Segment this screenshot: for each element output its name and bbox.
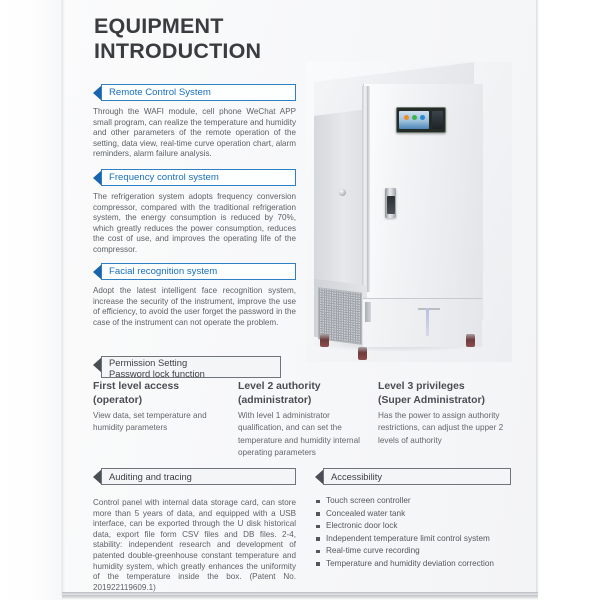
base-water-tank-strip bbox=[426, 308, 429, 336]
feature-body: The refrigeration system adopts frequency conversion compressor, compared with the traditional refrigeration system, the energy consumption is reduced by 70%, which greatly reduces the power consumption, reduces the cost of use, and improves the operating life of the compressor. bbox=[93, 192, 296, 254]
permission-level-1 bbox=[93, 380, 229, 435]
feature-heading: Remote Control System bbox=[109, 87, 211, 98]
permission-heading-line1: Permission Setting bbox=[109, 357, 188, 368]
feature-body: Adopt the latest intelligent face recognition system, increase the security of the instrument, improve the use of efficiency, to avoid the user forget the password in the case of the instrument can not operate the problem. bbox=[93, 286, 296, 327]
list-item: Temperature and humidity deviation correction bbox=[315, 558, 511, 571]
feature-body: Through the WAFI module, cell phone WeChat APP small program, can realize the temperature and humidity and other parameters of the remote operation of the setting, data view, real-time curve operation chart, alarm reminders, alarm failure analysis. bbox=[93, 107, 296, 159]
product-photo bbox=[306, 62, 512, 362]
permission-header bbox=[93, 356, 281, 380]
list-item: Concealed water tank bbox=[315, 508, 511, 521]
feature-header bbox=[93, 84, 296, 102]
permission-level-body: Has the power to assign authority restrictions, can adjust the upper 2 levels of authority bbox=[378, 411, 504, 445]
feature-header bbox=[93, 263, 296, 281]
base-drawer-handle bbox=[418, 308, 440, 310]
screen-dot-1-icon bbox=[404, 115, 409, 120]
face-recognition-camera-icon bbox=[432, 111, 443, 129]
electronic-door-lock bbox=[385, 188, 396, 218]
screen-dot-3-icon bbox=[420, 115, 425, 120]
accessibility-heading: Accessibility bbox=[331, 471, 383, 482]
page-title-line2: INTRODUCTION bbox=[94, 39, 262, 63]
page-title-line1: EQUIPMENT bbox=[94, 14, 224, 38]
permission-level-title bbox=[378, 380, 513, 407]
feature-heading: Facial recognition system bbox=[109, 266, 218, 277]
permission-level-title-line2: (administrator) bbox=[238, 394, 312, 406]
permission-level-title bbox=[93, 380, 229, 407]
accessibility-panel bbox=[315, 468, 511, 571]
auditing-body: Control panel with internal data storage card, can store more than 5 years of data, and equipped with a USB interface, can be exported through the U disk historical data, export file form CSV files and DB files. 2-4, stability: independent research and development of patented double-greenhouse constant temperature and humidity system, which greatly enhances the uniformity of the temperature inside the box. (Patent No. 201922119609.1) bbox=[93, 498, 296, 592]
screen-dot-2-icon bbox=[412, 115, 417, 120]
accessibility-header bbox=[315, 468, 511, 486]
feature-heading: Frequency control system bbox=[109, 172, 219, 183]
base-front-panel bbox=[363, 298, 482, 347]
touch-screen-panel bbox=[396, 107, 446, 133]
feature-remote-control bbox=[93, 84, 296, 160]
auditing-header bbox=[93, 468, 296, 486]
caster-wheel bbox=[320, 334, 329, 347]
caster-wheel bbox=[358, 347, 367, 360]
permission-level-body: View data, set temperature and humidity parameters bbox=[93, 411, 207, 433]
feature-frequency-control bbox=[93, 169, 296, 256]
feature-header bbox=[93, 169, 296, 187]
list-item: Electronic door lock bbox=[315, 520, 511, 533]
permission-level-body: With level 1 administrator qualification, and can set the temperature and humidity internal operating parameters bbox=[238, 411, 360, 458]
right-margin bbox=[538, 0, 600, 600]
cabinet-door-gap bbox=[367, 86, 370, 292]
permission-setting-header bbox=[93, 356, 281, 380]
auditing-panel bbox=[93, 468, 296, 593]
page-title bbox=[94, 14, 424, 64]
permission-level-title-line1: Level 2 authority bbox=[238, 381, 321, 392]
sheet-right-edge bbox=[536, 0, 538, 594]
auditing-heading: Auditing and tracing bbox=[109, 471, 192, 482]
permission-level-3 bbox=[378, 380, 513, 447]
permission-level-title bbox=[238, 380, 366, 407]
cabinet-side-knob bbox=[339, 189, 346, 196]
cabinet-left-panel bbox=[314, 89, 367, 312]
permission-level-2 bbox=[238, 380, 366, 460]
permission-level-title-line1: First level access (operator) bbox=[93, 381, 180, 406]
feature-facial-recognition bbox=[93, 263, 296, 328]
left-margin bbox=[0, 0, 62, 600]
list-item: Touch screen controller bbox=[315, 495, 511, 508]
permission-level-title-line2: (Super Administrator) bbox=[378, 394, 485, 406]
accessibility-list bbox=[315, 495, 511, 571]
list-item: Real-time curve recording bbox=[315, 545, 511, 558]
permission-level-title-line1: Level 3 privileges bbox=[378, 381, 465, 392]
list-item: Independent temperature limit control system bbox=[315, 533, 511, 546]
permission-heading bbox=[109, 358, 205, 379]
permission-heading-line2: Password lock function bbox=[109, 367, 205, 379]
caster-wheel bbox=[466, 334, 475, 347]
base-side-vent bbox=[365, 302, 371, 322]
touch-screen-display bbox=[399, 111, 429, 129]
